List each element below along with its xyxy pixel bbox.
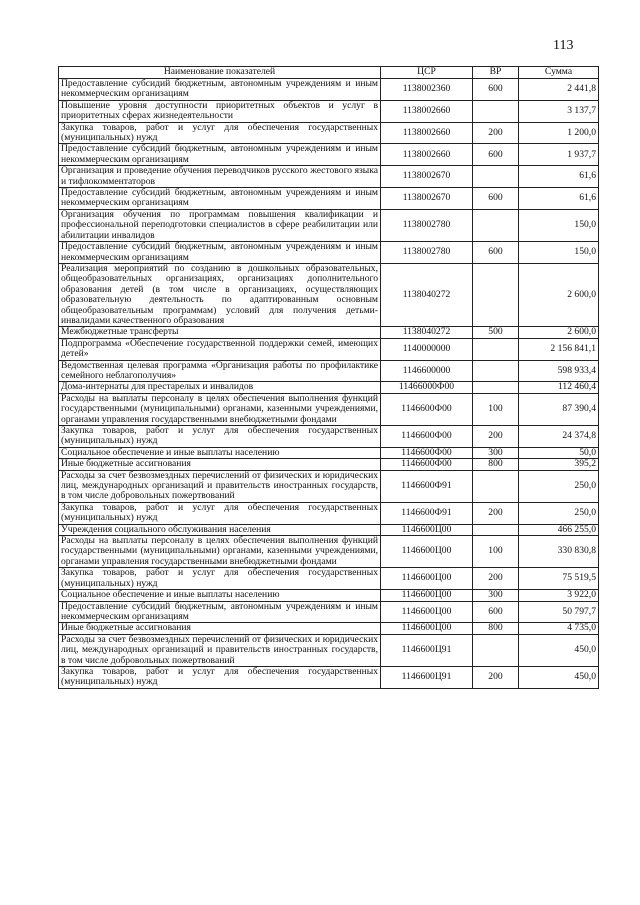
cell-name: Расходы за счет безвозмездных перечислений от физических и юридических лиц, международных организаций и правительств иностранных государств, в том числе добровольных пожертвований <box>59 470 381 502</box>
cell-vr: 800 <box>473 459 519 470</box>
cell-sum: 112 460,4 <box>519 382 599 393</box>
table-row <box>59 524 599 535</box>
table-row <box>59 144 599 166</box>
table-row <box>59 666 599 688</box>
cell-vr: 600 <box>473 188 519 210</box>
table-header-row <box>59 67 599 79</box>
cell-vr: 300 <box>473 447 519 458</box>
cell-sum: 87 390,4 <box>519 393 599 425</box>
cell-vr: 300 <box>473 590 519 601</box>
table-row <box>59 634 599 666</box>
cell-sum: 1 937,7 <box>519 144 599 166</box>
cell-csr: 11466000Ф00 <box>381 382 473 393</box>
cell-csr: 1138040272 <box>381 327 473 338</box>
cell-sum: 395,2 <box>519 459 599 470</box>
table-row <box>59 122 599 144</box>
cell-csr: 1146600Ц91 <box>381 634 473 666</box>
cell-name: Подпрограмма «Обеспечение государственной поддержки семей, имеющих детей» <box>59 338 381 360</box>
cell-csr: 1146600Ф00 <box>381 447 473 458</box>
cell-sum: 150,0 <box>519 242 599 264</box>
header-csr: ЦСР <box>381 67 473 79</box>
cell-csr: 1138002670 <box>381 166 473 188</box>
cell-vr: 800 <box>473 623 519 634</box>
cell-sum: 150,0 <box>519 209 599 241</box>
cell-sum: 2 600,0 <box>519 327 599 338</box>
cell-sum: 450,0 <box>519 666 599 688</box>
cell-sum: 2 441,8 <box>519 79 599 101</box>
cell-vr: 200 <box>473 568 519 590</box>
cell-name: Расходы за счет безвозмездных перечислений от физических и юридических лиц, международных организаций и правительств иностранных государств, в том числе добровольных пожертвований <box>59 634 381 666</box>
cell-name: Закупка товаров, работ и услуг для обеспечения государственных (муниципальных) нужд <box>59 666 381 688</box>
cell-csr: 1146600Ц00 <box>381 568 473 590</box>
cell-csr: 1146600Ц00 <box>381 536 473 568</box>
cell-sum: 2 156 841,1 <box>519 338 599 360</box>
table-row <box>59 393 599 425</box>
cell-name: Расходы на выплаты персоналу в целях обеспечения выполнения функций государственными (муниципальными) органами, казенными учреждениями, органами управления государственными внебюджетными фондами <box>59 393 381 425</box>
cell-vr <box>473 209 519 241</box>
table-row <box>59 447 599 458</box>
cell-name: Закупка товаров, работ и услуг для обеспечения государственных (муниципальных) нужд <box>59 568 381 590</box>
cell-sum: 4 735,0 <box>519 623 599 634</box>
cell-vr: 600 <box>473 601 519 623</box>
cell-sum: 61,6 <box>519 166 599 188</box>
table-row <box>59 166 599 188</box>
table-row <box>59 536 599 568</box>
cell-vr: 200 <box>473 122 519 144</box>
cell-csr: 1146600Ц00 <box>381 524 473 535</box>
table-row <box>59 100 599 122</box>
cell-csr: 1138002780 <box>381 242 473 264</box>
table-row <box>59 263 599 326</box>
cell-vr <box>473 100 519 122</box>
cell-name: Повышение уровня доступности приоритетных объектов и услуг в приоритетных сферах жизнедеятельности <box>59 100 381 122</box>
cell-name: Предоставление субсидий бюджетным, автономным учреждениям и иным некоммерческим организациям <box>59 242 381 264</box>
table-row <box>59 209 599 241</box>
cell-vr <box>473 338 519 360</box>
table-row <box>59 568 599 590</box>
cell-name: Межбюджетные трансферты <box>59 327 381 338</box>
cell-name: Предоставление субсидий бюджетным, автономным учреждениям и иным некоммерческим организациям <box>59 601 381 623</box>
cell-sum: 250,0 <box>519 502 599 524</box>
cell-vr: 500 <box>473 327 519 338</box>
cell-vr <box>473 524 519 535</box>
cell-vr <box>473 166 519 188</box>
cell-csr: 1146600Ф91 <box>381 470 473 502</box>
page-number: 113 <box>553 38 574 53</box>
cell-vr <box>473 263 519 326</box>
table-body <box>59 79 599 689</box>
cell-csr: 1146600Ц00 <box>381 601 473 623</box>
cell-csr: 1140000000 <box>381 338 473 360</box>
table-row <box>59 188 599 210</box>
cell-name: Дома-интернаты для престарелых и инвалидов <box>59 382 381 393</box>
cell-csr: 1138002780 <box>381 209 473 241</box>
cell-vr: 100 <box>473 536 519 568</box>
cell-sum: 466 255,0 <box>519 524 599 535</box>
table-row <box>59 502 599 524</box>
table-row <box>59 327 599 338</box>
cell-name: Расходы на выплаты персоналу в целях обеспечения выполнения функций государственными (муниципальными) органами, казенными учреждениями, органами управления государственными внебюджетными фондами <box>59 536 381 568</box>
table-row <box>59 459 599 470</box>
cell-vr: 600 <box>473 79 519 101</box>
cell-sum: 598 933,4 <box>519 360 599 382</box>
cell-csr: 1138040272 <box>381 263 473 326</box>
table-row <box>59 360 599 382</box>
cell-name: Предоставление субсидий бюджетным, автономным учреждениям и иным некоммерческим организациям <box>59 188 381 210</box>
cell-vr: 200 <box>473 502 519 524</box>
cell-sum: 450,0 <box>519 634 599 666</box>
cell-name: Организация и проведение обучения переводчиков русского жестового языка и тифлокомментаторов <box>59 166 381 188</box>
cell-sum: 75 519,5 <box>519 568 599 590</box>
cell-name: Реализация мероприятий по созданию в дошкольных образовательных, общеобразовательных организациях, организациях дополнительного образования детей (в том числе в организациях, осуществляющих образовательную деятельность по адаптированным основным общеобразовательным программам) условий для получения детьми-инвалидами качественного образования <box>59 263 381 326</box>
cell-name: Закупка товаров, работ и услуг для обеспечения государственных (муниципальных) нужд <box>59 502 381 524</box>
cell-sum: 1 200,0 <box>519 122 599 144</box>
cell-name: Учреждения социального обслуживания населения <box>59 524 381 535</box>
cell-vr: 600 <box>473 144 519 166</box>
cell-vr: 600 <box>473 242 519 264</box>
cell-sum: 50,0 <box>519 447 599 458</box>
cell-vr: 200 <box>473 666 519 688</box>
budget-table <box>58 66 599 689</box>
cell-sum: 24 374,8 <box>519 426 599 448</box>
table-row <box>59 601 599 623</box>
table-row <box>59 426 599 448</box>
cell-sum: 3 137,7 <box>519 100 599 122</box>
table-row <box>59 623 599 634</box>
table-row <box>59 338 599 360</box>
cell-vr <box>473 470 519 502</box>
cell-vr: 100 <box>473 393 519 425</box>
cell-sum: 3 922,0 <box>519 590 599 601</box>
cell-name: Организация обучения по программам повышения квалификации и профессиональной переподготовки специалистов в сфере реабилитации или абилитации инвалидов <box>59 209 381 241</box>
cell-name: Закупка товаров, работ и услуг для обеспечения государственных (муниципальных) нужд <box>59 122 381 144</box>
header-sum: Сумма <box>519 67 599 79</box>
cell-csr: 1146600Ф91 <box>381 502 473 524</box>
cell-sum: 2 600,0 <box>519 263 599 326</box>
header-name: Наименование показателей <box>59 67 381 79</box>
table-row <box>59 242 599 264</box>
cell-csr: 1138002670 <box>381 188 473 210</box>
cell-csr: 1138002660 <box>381 100 473 122</box>
table-row <box>59 79 599 101</box>
cell-vr: 200 <box>473 426 519 448</box>
cell-csr: 1138002360 <box>381 79 473 101</box>
cell-csr: 1146600Ф00 <box>381 426 473 448</box>
cell-name: Социальное обеспечение и иные выплаты населению <box>59 590 381 601</box>
cell-csr: 1138002660 <box>381 122 473 144</box>
cell-csr: 1146600Ц00 <box>381 590 473 601</box>
cell-name: Предоставление субсидий бюджетным, автономным учреждениям и иным некоммерческим организациям <box>59 144 381 166</box>
table-row <box>59 470 599 502</box>
cell-name: Ведомственная целевая программа «Организация работы по профилактике семейного неблагополучия» <box>59 360 381 382</box>
cell-vr <box>473 360 519 382</box>
cell-sum: 250,0 <box>519 470 599 502</box>
cell-csr: 1146600Ц00 <box>381 623 473 634</box>
table-row <box>59 382 599 393</box>
table-row <box>59 590 599 601</box>
cell-csr: 1146600000 <box>381 360 473 382</box>
cell-vr <box>473 382 519 393</box>
cell-name: Закупка товаров, работ и услуг для обеспечения государственных (муниципальных) нужд <box>59 426 381 448</box>
cell-csr: 1146600Ф00 <box>381 393 473 425</box>
cell-vr <box>473 634 519 666</box>
cell-name: Иные бюджетные ассигнования <box>59 623 381 634</box>
cell-sum: 330 830,8 <box>519 536 599 568</box>
header-vr: ВР <box>473 67 519 79</box>
cell-csr: 1146600Ф00 <box>381 459 473 470</box>
cell-sum: 50 797,7 <box>519 601 599 623</box>
cell-sum: 61,6 <box>519 188 599 210</box>
cell-name: Социальное обеспечение и иные выплаты населению <box>59 447 381 458</box>
cell-name: Иные бюджетные ассигнования <box>59 459 381 470</box>
cell-csr: 1146600Ц91 <box>381 666 473 688</box>
cell-csr: 1138002660 <box>381 144 473 166</box>
cell-name: Предоставление субсидий бюджетным, автономным учреждениям и иным некоммерческим организациям <box>59 79 381 101</box>
